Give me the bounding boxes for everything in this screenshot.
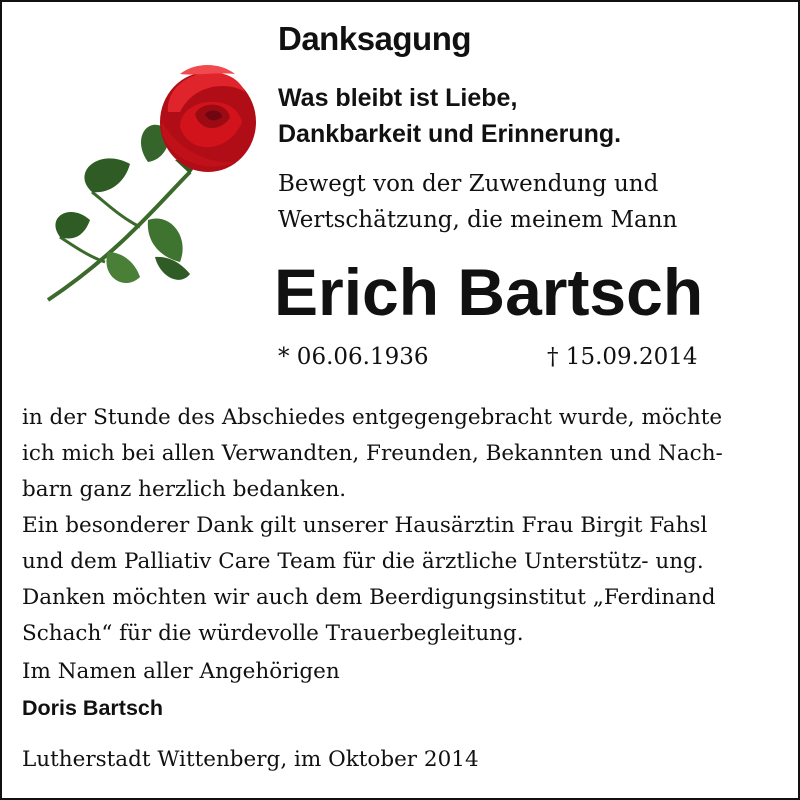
body-line: barn ganz herzlich bedanken. bbox=[22, 477, 347, 502]
body-line: Ein besonderer Dank gilt unserer Hausärztin Frau Birgit Fahsl bbox=[22, 513, 708, 538]
death-date: † 15.09.2014 bbox=[547, 344, 698, 370]
deceased-name: Erich Bartsch bbox=[274, 255, 704, 329]
body-line: und dem Palliativ Care Team für die ärztliche Unterstütz- ung. bbox=[22, 549, 704, 574]
motto-line: Was bleibt ist Liebe, bbox=[278, 84, 518, 112]
place-date: Lutherstadt Wittenberg, im Oktober 2014 bbox=[22, 747, 479, 772]
intro-line: Bewegt von der Zuwendung und bbox=[278, 171, 659, 197]
red-rose-icon bbox=[30, 52, 260, 312]
body-line: Schach“ für die würdevolle Trauerbegleitung. bbox=[22, 621, 524, 646]
thanks-body bbox=[22, 400, 782, 652]
signer-name: Doris Bartsch bbox=[22, 696, 163, 720]
motto-line: Dankbarkeit und Erinnerung. bbox=[278, 120, 622, 148]
birth-date: * 06.06.1936 bbox=[278, 344, 429, 370]
closing-line: Im Namen aller Angehörigen bbox=[22, 659, 340, 684]
intro-line: Wertschätzung, die meinem Mann bbox=[278, 207, 678, 233]
closing bbox=[22, 654, 340, 726]
motto bbox=[278, 80, 621, 152]
body-line: ich mich bei allen Verwandten, Freunden, Bekannten und Nach- bbox=[22, 441, 723, 466]
notice-heading: Danksagung bbox=[278, 20, 472, 57]
body-line: Danken möchten wir auch dem Beerdigungsinstitut „Ferdinand bbox=[22, 585, 716, 610]
body-line: in der Stunde des Abschiedes entgegengebracht wurde, möchte bbox=[22, 405, 723, 430]
intro-text bbox=[278, 166, 677, 238]
